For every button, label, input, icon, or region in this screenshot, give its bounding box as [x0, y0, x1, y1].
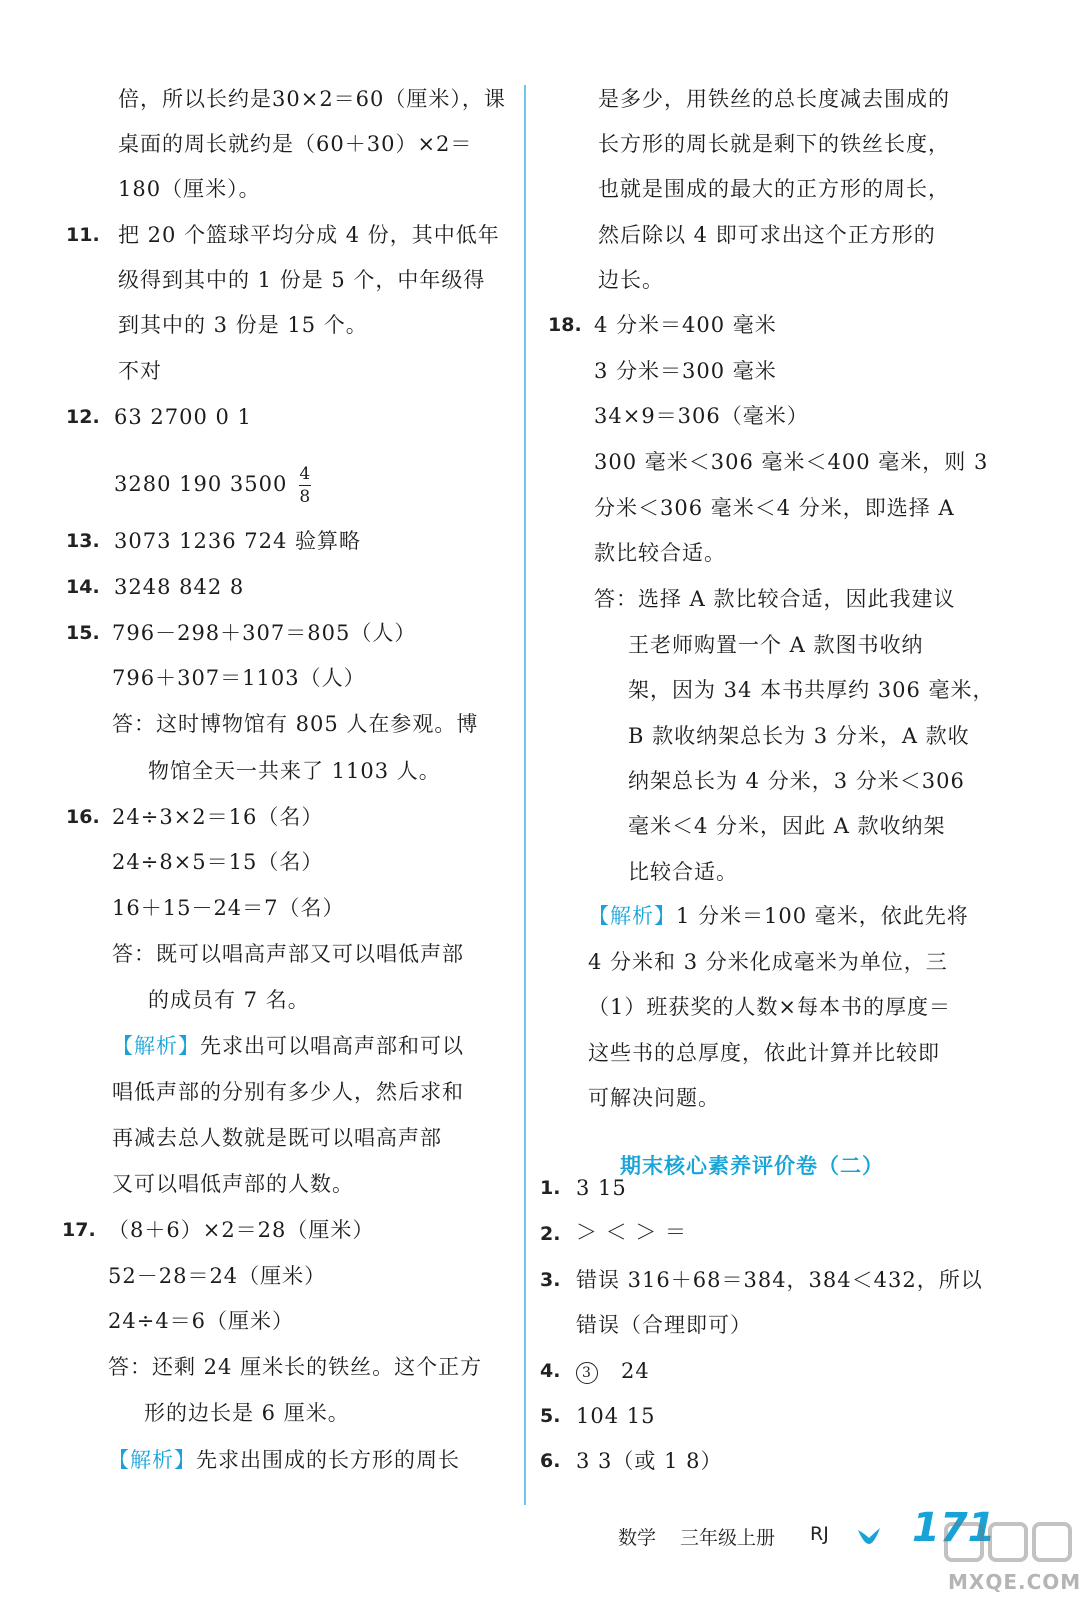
question-number: 15. — [66, 622, 100, 644]
text-line: 答：还剩 24 厘米长的铁丝。这个正方 — [108, 1355, 483, 1379]
text-line: 错误（合理即可） — [576, 1313, 752, 1337]
text-line: 毫米＜4 分米，因此 A 款收纳架 — [628, 814, 946, 838]
text-line: 纳架总长为 4 分米，3 分米＜306 — [628, 769, 965, 793]
text-span: 1 分米＝100 毫米，依此先将 — [676, 904, 969, 928]
text-line: 24÷8×5＝15（名） — [112, 850, 324, 874]
text-line — [114, 464, 311, 507]
question-number: 13. — [66, 530, 100, 552]
text-line: 63 2700 0 1 — [114, 405, 252, 429]
text-line: 24÷4＝6（厘米） — [108, 1309, 295, 1333]
text-line: ＞ ＜ ＞ ＝ — [576, 1220, 688, 1244]
question-number: 3. — [540, 1269, 561, 1291]
footer-grade: 三年级上册 — [680, 1527, 776, 1549]
text-line: 款比较合适。 — [594, 541, 726, 565]
text-line: 分米＜306 毫米＜4 分米，即选择 A — [594, 496, 955, 520]
text-line: 796＋307＝1103（人） — [112, 666, 366, 690]
watermark-text: MXQE.COM — [948, 1570, 1082, 1594]
text-line: 比较合适。 — [628, 860, 738, 884]
text-span: 3280 190 3500 — [114, 472, 288, 496]
leaf-icon — [856, 1524, 882, 1546]
text-line: 3 分米＝300 毫米 — [594, 359, 777, 383]
text-line: 3248 842 8 — [114, 575, 245, 599]
text-line: 级得到其中的 1 份是 5 个，中年级得 — [118, 268, 486, 292]
footer-subject: 数学 — [618, 1527, 657, 1549]
text-line: 的成员有 7 名。 — [148, 988, 310, 1012]
text-line: 王老师购置一个 A 款图书收纳 — [628, 633, 924, 657]
text-line: 错误 316＋68＝384，384＜432，所以 — [576, 1268, 983, 1292]
text-span: 24 — [621, 1359, 650, 1383]
text-line: 到其中的 3 份是 15 个。 — [118, 313, 368, 337]
question-number: 6. — [540, 1450, 561, 1472]
text-line: （8＋6）×2＝28（厘米） — [108, 1218, 375, 1242]
text-line: 52－28＝24（厘米） — [108, 1264, 327, 1288]
question-number: 14. — [66, 576, 100, 598]
text-line: 把 20 个篮球平均分成 4 份，其中低年 — [118, 223, 500, 247]
watermark — [940, 1520, 1080, 1595]
text-line: 再减去总人数就是既可以唱高声部 — [112, 1126, 442, 1150]
text-line: 长方形的周长就是剩下的铁丝长度， — [598, 132, 950, 156]
analysis-tag: 【解析】 — [112, 1034, 200, 1058]
section-title: 期末核心素养评价卷（二） — [620, 1154, 884, 1178]
question-number: 18. — [548, 314, 582, 336]
text-line: 边长。 — [598, 268, 664, 292]
footer-edition: RJ — [810, 1523, 829, 1545]
question-number: 5. — [540, 1405, 561, 1427]
column-divider — [524, 85, 526, 1505]
text-line: 物馆全天一共来了 1103 人。 — [148, 759, 441, 783]
question-number: 1. — [540, 1177, 561, 1199]
fraction-bar — [299, 485, 311, 486]
text-line: 34×9＝306（毫米） — [594, 404, 809, 428]
text-line: 3 3（或 1 8） — [576, 1449, 723, 1473]
text-line — [112, 1031, 464, 1061]
text-line: 答：这时博物馆有 805 人在参观。博 — [112, 712, 479, 736]
text-line: 不对 — [118, 359, 162, 383]
text-line: 也就是围成的最大的正方形的周长， — [598, 177, 950, 201]
question-number: 16. — [66, 806, 100, 828]
question-number: 2. — [540, 1223, 561, 1245]
text-line: 24÷3×2＝16（名） — [112, 805, 324, 829]
text-line: 104 15 — [576, 1404, 656, 1428]
text-line: 3073 1236 724 验算略 — [114, 529, 361, 553]
text-line: 形的边长是 6 厘米。 — [144, 1401, 350, 1425]
analysis-tag: 【解析】 — [108, 1448, 196, 1472]
fraction-denominator: 8 — [299, 487, 312, 507]
text-line: 300 毫米＜306 毫米＜400 毫米，则 3 — [594, 450, 989, 474]
question-number: 17. — [62, 1219, 96, 1241]
text-line: 796－298＋307＝805（人） — [112, 621, 417, 645]
text-line: 然后除以 4 即可求出这个正方形的 — [598, 223, 936, 247]
text-line: 4 分米和 3 分米化成毫米为单位，三 — [588, 950, 948, 974]
text-line — [588, 901, 969, 931]
text-line — [108, 1445, 460, 1475]
text-line: 这些书的总厚度，依此计算并比较即 — [588, 1041, 940, 1065]
text-line: 又可以唱低声部的人数。 — [112, 1172, 354, 1196]
question-number: 4. — [540, 1360, 561, 1382]
text-line: 是多少，用铁丝的总长度减去围成的 — [598, 87, 950, 111]
text-line: 3 15 — [576, 1176, 627, 1200]
text-span: 先求出围成的长方形的周长 — [196, 1448, 460, 1472]
text-line: 架，因为 34 本书共厚约 306 毫米， — [628, 678, 995, 702]
text-line: B 款收纳架总长为 3 分米，A 款收 — [628, 724, 970, 748]
question-number: 11. — [66, 224, 100, 246]
circled-number: 3 — [576, 1362, 598, 1384]
question-number: 12. — [66, 406, 100, 428]
text-line: 答：选择 A 款比较合适，因此我建议 — [594, 587, 956, 611]
text-line: 4 分米＝400 毫米 — [594, 313, 777, 337]
text-line: 16＋15－24＝7（名） — [112, 896, 345, 920]
text-line: 倍，所以长约是30×2＝60（厘米），课 — [118, 87, 506, 111]
text-line: 答：既可以唱高声部又可以唱低声部 — [112, 942, 464, 966]
text-line: 唱低声部的分别有多少人，然后求和 — [112, 1080, 464, 1104]
fraction — [299, 464, 311, 507]
text-line: 180（厘米）。 — [118, 177, 261, 201]
analysis-tag: 【解析】 — [588, 904, 676, 928]
text-span: 先求出可以唱高声部和可以 — [200, 1034, 464, 1058]
text-line: （1）班获奖的人数×每本书的厚度＝ — [588, 995, 951, 1019]
text-line: 桌面的周长就约是（60＋30）×2＝ — [118, 132, 473, 156]
text-line — [576, 1356, 650, 1386]
page-number: 171 — [912, 1505, 996, 1551]
fraction-numerator: 4 — [299, 464, 312, 484]
text-line: 可解决问题。 — [588, 1086, 720, 1110]
